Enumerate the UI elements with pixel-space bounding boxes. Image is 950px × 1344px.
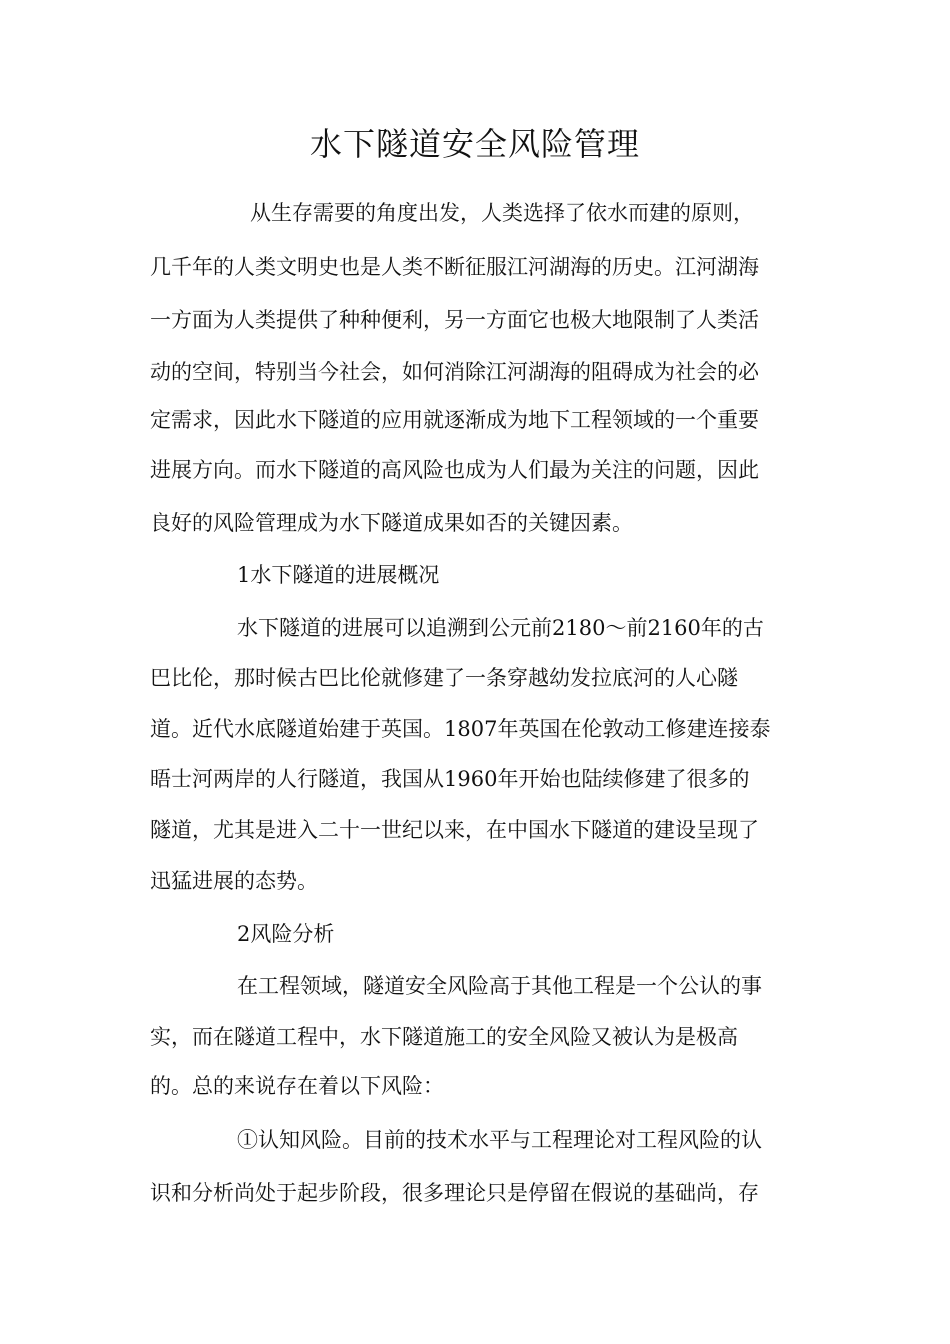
paragraph-line: 在工程领域，隧道安全风险高于其他工程是一个公认的事	[237, 974, 762, 998]
paragraph-line: 的。总的来说存在着以下风险：	[150, 1074, 444, 1098]
paragraph-line: 晤士河两岸的人行隧道，我国从1960年开始也陆续修建了很多的	[150, 767, 750, 791]
paragraph-line: 定需求，因此水下隧道的应用就逐渐成为地下工程领域的一个重要	[150, 408, 759, 432]
paragraph-line: 从生存需要的角度出发，人类选择了依水而建的原则，	[250, 201, 754, 225]
paragraph-line: 一方面为人类提供了种种便利，另一方面它也极大地限制了人类活	[150, 308, 759, 332]
paragraph-line: 道。近代水底隧道始建于英国。1807年英国在伦敦动工修建连接泰	[150, 717, 771, 741]
paragraph-line: 良好的风险管理成为水下隧道成果如否的关键因素。	[150, 511, 633, 535]
paragraph-line: 巴比伦，那时候古巴比伦就修建了一条穿越幼发拉底河的人心隧	[150, 666, 738, 690]
document-title: 水下隧道安全风险管理	[309, 125, 640, 163]
section-heading: 1水下隧道的进展概况	[237, 563, 440, 587]
paragraph-line: 水下隧道的进展可以追溯到公元前2180～前2160年的古	[237, 616, 764, 640]
paragraph-line: ①认知风险。目前的技术水平与工程理论对工程风险的认	[237, 1128, 762, 1152]
paragraph-line: 识和分析尚处于起步阶段，很多理论只是停留在假说的基础尚，存	[150, 1181, 759, 1205]
paragraph-line: 动的空间，特别当今社会，如何消除江河湖海的阻碍成为社会的必	[150, 360, 759, 384]
paragraph-line: 隧道，尤其是进入二十一世纪以来，在中国水下隧道的建设呈现了	[150, 818, 759, 842]
paragraph-line: 几千年的人类文明史也是人类不断征服江河湖海的历史。江河湖海	[150, 255, 759, 279]
paragraph-line: 实，而在隧道工程中，水下隧道施工的安全风险又被认为是极高	[150, 1025, 738, 1049]
paragraph-line: 进展方向。而水下隧道的高风险也成为人们最为关注的问题，因此	[150, 458, 759, 482]
section-heading: 2风险分析	[237, 922, 335, 946]
paragraph-line: 迅猛进展的态势。	[150, 869, 318, 893]
